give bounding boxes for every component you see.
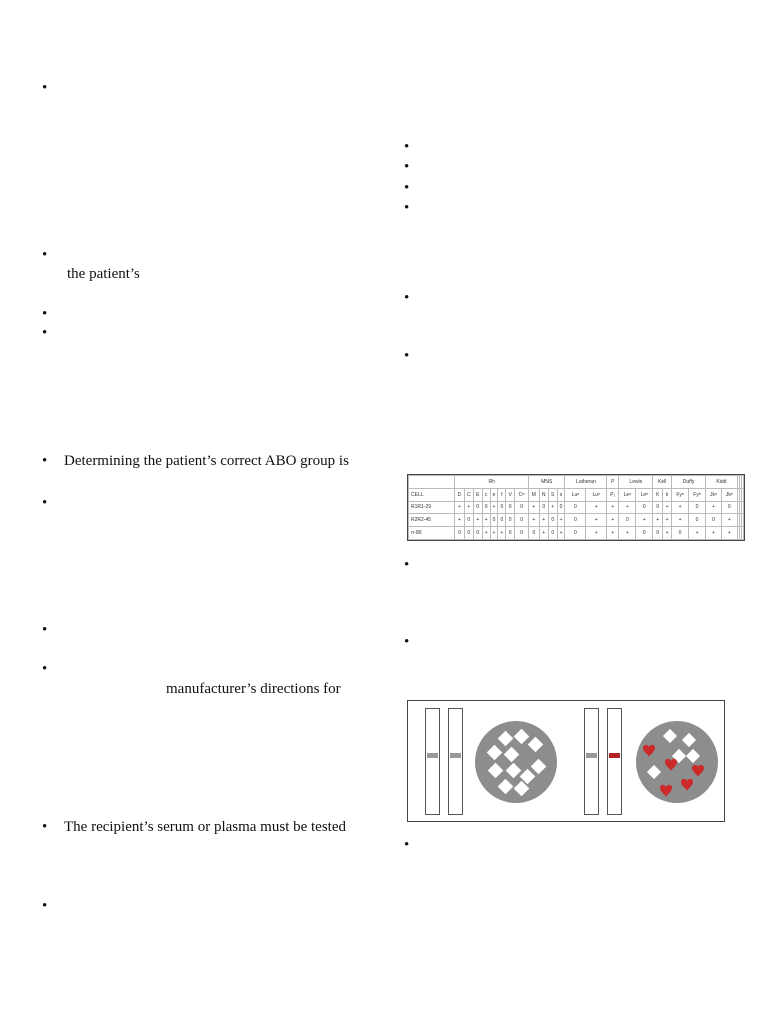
- bullet-icon: •: [404, 634, 410, 650]
- antigram-reaction-cell: +: [663, 527, 672, 540]
- antigram-reaction-cell: +: [689, 527, 706, 540]
- antigram-reaction-cell: +: [455, 514, 464, 527]
- antigram-reaction-cell: +: [663, 514, 672, 527]
- antigram-reaction-cell: 0: [490, 514, 498, 527]
- diamond-icon: [488, 763, 504, 779]
- antigram-reaction-cell: 0: [506, 501, 515, 514]
- antigram-antigen-header: M: [529, 488, 539, 501]
- antigram-reaction-cell: 0: [619, 514, 636, 527]
- diamond-icon: [487, 745, 503, 761]
- antigram-reaction-cell: +: [619, 527, 636, 540]
- diamond-icon: [498, 731, 514, 747]
- antigram-reaction-cell: 0: [689, 514, 706, 527]
- antigram-reaction-cell: +: [663, 501, 672, 514]
- gel-band: [609, 753, 620, 758]
- diamond-icon: [506, 763, 522, 779]
- gel-band: [427, 753, 438, 758]
- continuation-text: the patient’s: [67, 266, 140, 282]
- antigram-reaction-cell: +: [619, 501, 636, 514]
- antigram-antigen-header: Jkᵇ: [721, 488, 737, 501]
- bullet-icon: •: [404, 837, 410, 853]
- bullet-icon: •: [42, 306, 48, 322]
- antigram-reaction-cell: +: [607, 527, 619, 540]
- antigram-antigen-header: D: [455, 488, 464, 501]
- antigram-reaction-cell: 0: [515, 514, 529, 527]
- antigram-reaction-cell: +: [482, 527, 490, 540]
- antigram-reaction-cell: 0: [548, 527, 557, 540]
- bullet-icon: •: [404, 180, 410, 196]
- bullet-icon: •: [404, 159, 410, 175]
- antigram-extra-cell: [741, 501, 743, 514]
- diamond-icon: [531, 759, 547, 775]
- antigram-reaction-cell: +: [539, 514, 548, 527]
- antigram-antigen-header: C: [464, 488, 473, 501]
- antigram-antigen-header: P₁: [607, 488, 619, 501]
- antigram-reaction-cell: 0: [565, 527, 586, 540]
- antigram-reaction-cell: +: [455, 501, 464, 514]
- antigram-reaction-cell: 0: [506, 514, 515, 527]
- gel-tube-positive: [607, 708, 622, 815]
- diamond-icon: [514, 729, 530, 745]
- antigram-extra-cell: [741, 514, 743, 527]
- antigram-reaction-cell: +: [721, 527, 737, 540]
- antigram-antigen-header: Fyᵃ: [672, 488, 689, 501]
- antigram-antigen-header: Cʷ: [515, 488, 529, 501]
- antigram-reaction-cell: +: [464, 501, 473, 514]
- antigram-reaction-cell: 0: [455, 527, 464, 540]
- diamond-icon: [647, 765, 661, 779]
- bullet-icon: •: [404, 348, 410, 364]
- antigram-cell-id: R2R2-45: [409, 514, 455, 527]
- antigram-antigen-header: S: [548, 488, 557, 501]
- antigram-group-row: [409, 476, 744, 489]
- gel-band: [586, 753, 597, 758]
- gel-tube-negative: [425, 708, 440, 815]
- antigram-group-cell: MNS: [529, 476, 565, 489]
- antigram-panel-table: [407, 474, 745, 541]
- gel-tube-negative: [448, 708, 463, 815]
- antigram-reaction-cell: +: [490, 501, 498, 514]
- antigram-reaction-cell: +: [607, 501, 619, 514]
- antigram-antigen-header: k: [663, 488, 672, 501]
- antigram-data-row: [409, 501, 744, 514]
- antigram-data-row: [409, 527, 744, 540]
- antigram-reaction-cell: 0: [539, 501, 548, 514]
- diamond-icon: [686, 749, 700, 763]
- antigram-reaction-cell: +: [557, 514, 565, 527]
- diamond-icon: [528, 737, 544, 753]
- antigram-reaction-cell: +: [653, 514, 663, 527]
- gel-tube-negative: [584, 708, 599, 815]
- antigram-reaction-cell: +: [529, 501, 539, 514]
- antigram-group-cell: Rh: [455, 476, 529, 489]
- antigram-reaction-cell: +: [721, 514, 737, 527]
- antigram-antigen-header: Leᵃ: [619, 488, 636, 501]
- bullet-icon: •: [42, 622, 48, 638]
- antigram-cell-label-header: CELL: [409, 488, 455, 501]
- antigram-reaction-cell: 0: [482, 501, 490, 514]
- antigram-extra-cell: [741, 527, 743, 540]
- bullet-icon: •: [42, 247, 48, 263]
- bullet-icon: •: [42, 453, 48, 469]
- antigram-reaction-cell: +: [498, 527, 506, 540]
- bullet-icon: •: [404, 200, 410, 216]
- antigram-reaction-cell: +: [706, 527, 722, 540]
- antigram-antigen-header: Jkᵃ: [706, 488, 722, 501]
- antigram-antigen-header: E: [473, 488, 482, 501]
- heart-icon: [692, 765, 704, 777]
- antigram-reaction-cell: 0: [557, 501, 565, 514]
- bullet-icon: •: [42, 325, 48, 341]
- continuation-text: manufacturer’s directions for: [166, 681, 341, 697]
- antigram-antigen-header: Luᵃ: [565, 488, 586, 501]
- heart-icon: [643, 745, 655, 757]
- antigram-reaction-cell: 0: [473, 527, 482, 540]
- antigram-reaction-cell: 0: [506, 527, 515, 540]
- list-item-text: Determining the patient’s correct ABO group is: [64, 453, 349, 469]
- antigram-group-cell: P: [607, 476, 619, 489]
- heart-icon: [665, 759, 677, 771]
- antigram-reaction-cell: 0: [548, 514, 557, 527]
- antigram-antigen-header: c: [482, 488, 490, 501]
- antigram-header-row: [409, 488, 744, 501]
- antigram-group-cell: Kidd: [706, 476, 738, 489]
- antigram-reaction-cell: 0: [689, 501, 706, 514]
- antigram-reaction-cell: 0: [706, 514, 722, 527]
- bullet-icon: •: [42, 898, 48, 914]
- antigram-reaction-cell: +: [490, 527, 498, 540]
- bullet-icon: •: [42, 495, 48, 511]
- antigram-reaction-cell: 0: [464, 514, 473, 527]
- antigram-antigen-header: e: [490, 488, 498, 501]
- antigram-antigen-header: K: [653, 488, 663, 501]
- antigram-reaction-cell: 0: [565, 501, 586, 514]
- antigram-reaction-cell: 0: [464, 527, 473, 540]
- antigram-extra-cell: [741, 488, 743, 501]
- antigram-antigen-header: f: [498, 488, 506, 501]
- antigram-antigen-header: Fyᵇ: [689, 488, 706, 501]
- antigram-cell-id: R1R1-29: [409, 501, 455, 514]
- antigram-antigen-header: Luᵇ: [586, 488, 607, 501]
- antigram-reaction-cell: +: [548, 501, 557, 514]
- antigram-group-blank: [409, 476, 455, 489]
- bullet-icon: •: [42, 661, 48, 677]
- antigram-extra-cell: [741, 476, 743, 489]
- antigram-reaction-cell: +: [586, 514, 607, 527]
- antigram-reaction-cell: 0: [672, 527, 689, 540]
- compatible-cells-disc: [475, 721, 557, 803]
- antigram-reaction-cell: 0: [515, 527, 529, 540]
- antigram-reaction-cell: 0: [721, 501, 737, 514]
- compatible-cells-svg: [475, 721, 557, 803]
- antigram-reaction-cell: 0: [529, 527, 539, 540]
- bullet-icon: •: [42, 80, 48, 96]
- antigram-antigen-header: s: [557, 488, 565, 501]
- antigram-reaction-cell: 0: [565, 514, 586, 527]
- antigram-group-cell: Lutheran: [565, 476, 607, 489]
- antigram-cell-id: rr-80: [409, 527, 455, 540]
- antigram-data-row: [409, 514, 744, 527]
- antigram-reaction-cell: +: [672, 501, 689, 514]
- antigram-reaction-cell: +: [586, 527, 607, 540]
- bullet-icon: •: [404, 139, 410, 155]
- antigram-reaction-cell: 0: [653, 527, 663, 540]
- diamond-icon: [682, 733, 696, 747]
- antigram-reaction-cell: +: [473, 514, 482, 527]
- antigram-antigen-header: V: [506, 488, 515, 501]
- antigram-reaction-cell: 0: [473, 501, 482, 514]
- gel-band: [450, 753, 461, 758]
- antigram-group-cell: Duffy: [672, 476, 706, 489]
- bullet-icon: •: [404, 290, 410, 306]
- antigram-reaction-cell: +: [529, 514, 539, 527]
- antigram-reaction-cell: +: [607, 514, 619, 527]
- antigram-reaction-cell: +: [672, 514, 689, 527]
- diamond-icon: [504, 747, 520, 763]
- agglutinated-cells-disc: [636, 721, 718, 803]
- diamond-icon: [663, 729, 677, 743]
- antigram-reaction-cell: +: [539, 527, 548, 540]
- antigram-reaction-cell: 0: [515, 501, 529, 514]
- antigram-reaction-cell: +: [482, 514, 490, 527]
- diamond-icon: [498, 779, 514, 795]
- antigram-group-cell: Kell: [653, 476, 672, 489]
- bullet-icon: •: [42, 819, 48, 835]
- antigram-reaction-cell: +: [706, 501, 722, 514]
- heart-icon: [681, 779, 693, 791]
- antigram-reaction-cell: +: [586, 501, 607, 514]
- antigram-reaction-cell: +: [636, 514, 653, 527]
- antigram-reaction-cell: 0: [636, 501, 653, 514]
- list-item-text: The recipient’s serum or plasma must be tested: [64, 819, 347, 835]
- antigram-reaction-cell: +: [557, 527, 565, 540]
- antigram-reaction-cell: 0: [636, 527, 653, 540]
- antigram-reaction-cell: 0: [653, 501, 663, 514]
- agglutinated-cells-svg: [636, 721, 718, 803]
- antigram-reaction-cell: 0: [498, 514, 506, 527]
- crossmatch-figure: [407, 700, 725, 822]
- heart-icon: [660, 785, 672, 797]
- bullet-icon: •: [404, 557, 410, 573]
- antigram-reaction-cell: 0: [498, 501, 506, 514]
- antigram-antigen-header: N: [539, 488, 548, 501]
- antigram-antigen-header: Leᵇ: [636, 488, 653, 501]
- antigram-group-cell: Lewis: [619, 476, 653, 489]
